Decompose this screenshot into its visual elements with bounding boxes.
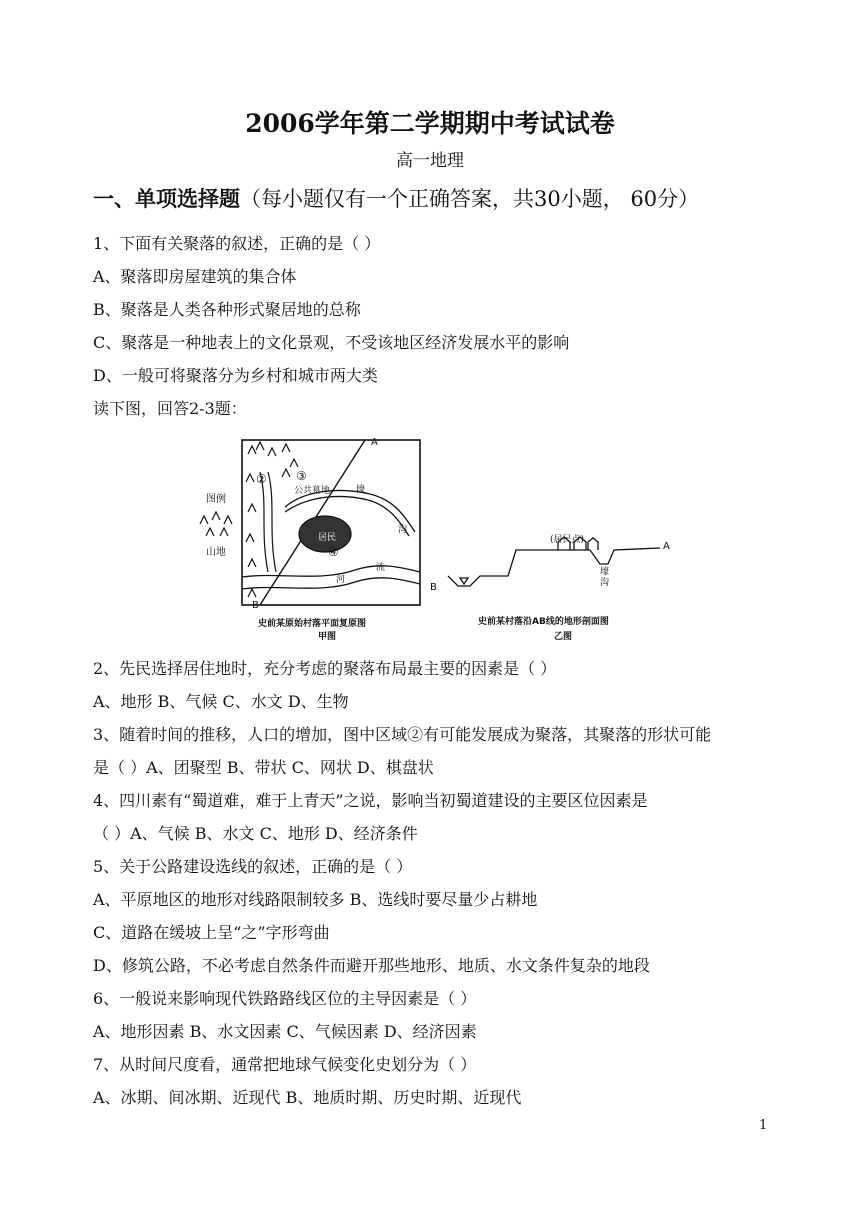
question-5-option-c: C、道路在缓坡上呈“之”字形弯曲 — [93, 923, 330, 942]
question-4-options: （ ）A、气候 B、水文 C、地形 D、经济条件 — [93, 824, 418, 843]
question-7-options: A、冰期、间冰期、近现代 B、地质时期、历史时期、近现代 — [93, 1088, 522, 1107]
profile-water-symbol — [460, 578, 468, 584]
question-1-option-b: B、聚落是人类各种形式聚居地的总称 — [93, 300, 361, 319]
plan-label-b: B — [252, 600, 259, 611]
terrain-profile-line — [448, 548, 660, 586]
plan-caption: 史前某原始村落平面复原图 — [258, 619, 367, 629]
profile-moat-label-2: 沟 — [600, 578, 610, 588]
question-1-option-a: A、聚落即房屋建筑的集合体 — [93, 267, 297, 286]
page-title: 2006学年第二学期期中考试试卷 — [245, 109, 615, 138]
question-4-stem: 4、四川素有“蜀道难，难于上青天”之说，影响当初蜀道建设的主要区位因素是 — [93, 791, 648, 810]
profile-moat-label-1: 壕 — [600, 567, 610, 577]
plan-region-4: ④ — [328, 545, 339, 559]
question-3-stem: 3、随着时间的推移，人口的增加，图中区域②有可能发展成为聚落，其聚落的形状可能 — [93, 725, 712, 744]
profile-label-b: B — [430, 582, 437, 593]
figure-plan-map — [200, 440, 420, 605]
plan-dwelling-label: 居民 — [318, 533, 337, 543]
plan-moat-label-top: 壕 — [356, 485, 366, 495]
stream-right — [268, 472, 276, 572]
question-1-option-c: C、聚落是一种地表上的文化景观，不受该地区经济发展水平的影响 — [93, 333, 570, 352]
plan-river-label-1: 河 — [336, 575, 346, 585]
section-heading-note: （每小题仅有一个正确答案，共30小题， 60分） — [240, 187, 700, 211]
plan-moat-label-right: 沟 — [398, 525, 408, 535]
section-heading — [93, 183, 699, 213]
question-5-option-d: D、修筑公路，不必考虑自然条件而避开那些地形、地质、水文条件复杂的地段 — [93, 956, 650, 975]
figure-instruction: 读下图，回答2-3题： — [93, 399, 247, 418]
question-5-stem: 5、关于公路建设选线的叙述，正确的是（ ） — [93, 857, 413, 876]
question-1-stem: 1、下面有关聚落的叙述，正确的是（ ） — [93, 234, 381, 253]
legend-mountain-symbol — [200, 512, 232, 536]
plan-caption-sub: 甲图 — [318, 632, 337, 642]
plan-cemetery-label: 公共墓地 — [294, 486, 331, 496]
river-bank-top — [242, 566, 420, 577]
plan-label-a: A — [371, 437, 378, 448]
question-1-option-d: D、一般可将聚落分为乡村和城市两大类 — [93, 366, 378, 385]
plan-region-2: ② — [256, 472, 267, 486]
profile-caption: 史前某村落沿AB线的地形剖面图 — [478, 617, 609, 627]
question-5-options-ab: A、平原地区的地形对线路限制较多 B、选线时要尽量少占耕地 — [93, 890, 538, 909]
question-6-options: A、地形因素 B、水文因素 C、气候因素 D、经济因素 — [93, 1022, 477, 1041]
plan-river-label-2: 流 — [376, 563, 386, 573]
question-6-stem: 6、一般说来影响现代铁路路线区位的主导因素是（ ） — [93, 989, 477, 1008]
page-number: 1 — [759, 1118, 768, 1133]
settlement-figures — [190, 432, 690, 647]
legend-item-label: 山地 — [206, 547, 226, 558]
legend-title: 图例 — [206, 494, 226, 505]
plan-region-3: ③ — [296, 469, 307, 483]
page-subtitle: 高一地理 — [396, 151, 464, 171]
question-3-options: 是（ ）A、团聚型 B、带状 C、网状 D、棋盘状 — [93, 758, 434, 777]
profile-label-a: A — [663, 541, 670, 552]
river-bank-bottom — [242, 578, 420, 589]
section-heading-label: 一、单项选择题 — [93, 187, 240, 211]
profile-settlement-label: (居民点) — [550, 535, 585, 545]
question-2-options: A、地形 B、气候 C、水文 D、生物 — [93, 692, 349, 711]
stream-left — [260, 472, 268, 572]
question-2-stem: 2、先民选择居住地时，充分考虑的聚落布局最主要的因素是（ ） — [93, 659, 557, 678]
question-7-stem: 7、从时间尺度看，通常把地球气候变化史划分为（ ） — [93, 1055, 477, 1074]
profile-caption-sub: 乙图 — [554, 632, 573, 642]
